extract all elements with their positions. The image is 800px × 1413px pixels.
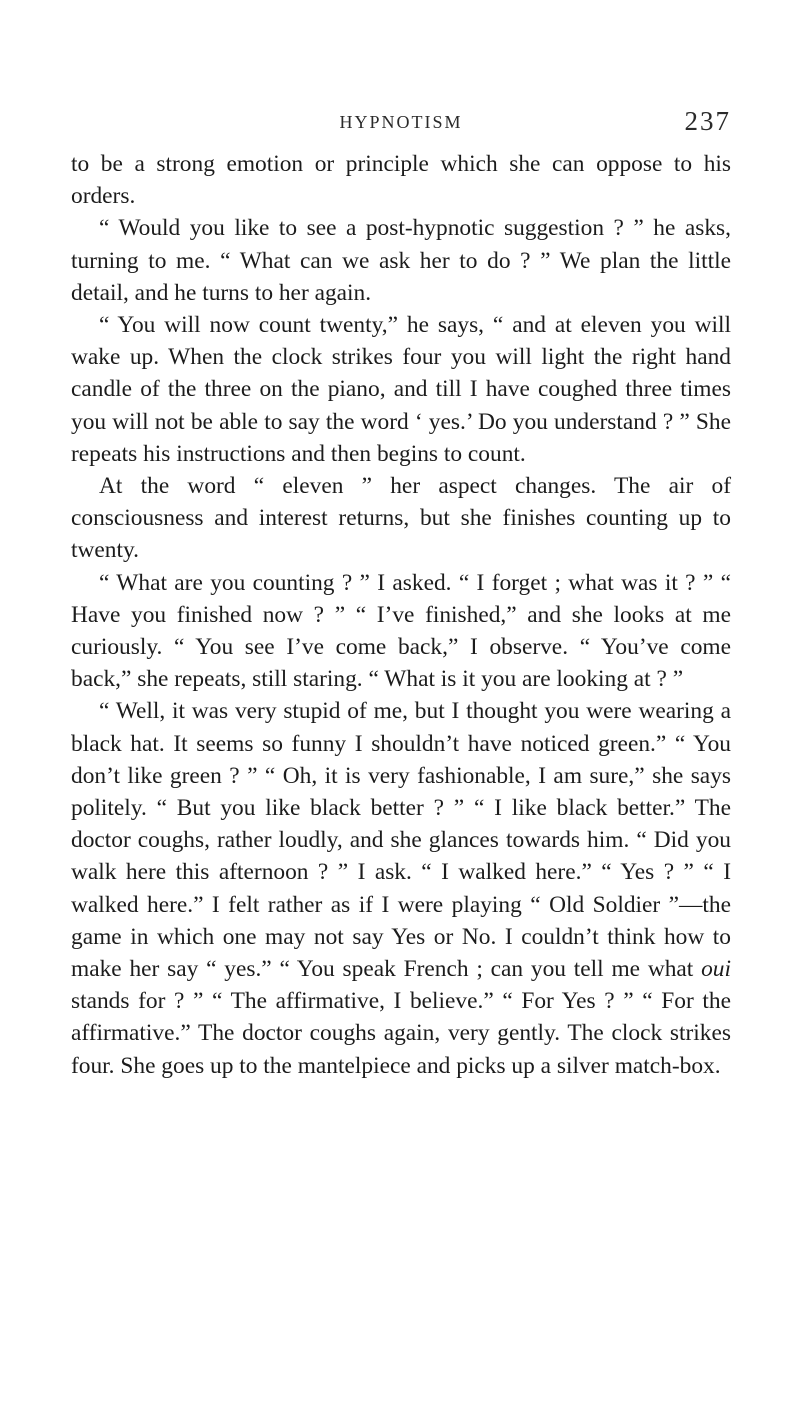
- text-run: “ Would you like to see a post-hypnotic suggestion ? ” he asks, turning to me. “ What can we ask her to do ? ” We plan the little detail, and he turns to her again.: [71, 215, 731, 306]
- book-page: [71, 106, 731, 1082]
- text-run: At the word “ eleven ” her aspect changes. The air of consciousness and interest returns, but she finishes counting up to twenty.: [71, 473, 731, 564]
- paragraph: [71, 309, 731, 470]
- italic-text: oui: [701, 956, 731, 983]
- running-head: [71, 106, 731, 148]
- text-run: stands for ? ” “ The affirmative, I believe.” “ For Yes ? ” “ For the affirmative.” The doctor coughs again, very gently. The clock strikes four. She goes up to the mantelpiece and picks up a silver match-box.: [71, 988, 731, 1079]
- paragraph: [71, 212, 731, 309]
- text-run: “ Well, it was very stupid of me, but I thought you were wearing a black hat. It seems so funny I shouldn’t have noticed green.” “ You don’t like green ? ” “ Oh, it is very fashionable, I am sure,” she says politely. “ But you like black better ? ” “ I like black better.” The doctor coughs, rather loudly, and she glances towards him. “ Did you walk here this afternoon ? ” I ask. “ I walked here.” “ Yes ? ” “ I walked here.” I felt rather as if I were playing “ Old Soldier ”—the game in which one may not say Yes or No. I couldn’t think how to make her say “ yes.” “ You speak French ; can you tell me what: [71, 698, 731, 983]
- page-number: 237: [684, 106, 731, 136]
- text-run: “ You will now count twenty,” he says, “ and at eleven you will wake up. When the clock strikes four you will light the right hand candle of the three on the piano, and till I have coughed three times you will not be able to say the word ‘ yes.’ Do you understand ? ” She repeats his instructions and then begins to count.: [71, 312, 731, 467]
- text-run: “ What are you counting ? ” I asked. “ I forget ; what was it ? ” “ Have you finished now ? ” “ I’ve finished,” and she looks at me curiously. “ You see I’ve come back,” I observe. “ You’ve come back,” she repeats, still staring. “ What is it you are looking at ? ”: [71, 569, 731, 693]
- running-title: HYPNOTISM: [339, 112, 463, 132]
- paragraph: [71, 567, 731, 696]
- paragraph: [71, 695, 731, 1081]
- text-run: to be a strong emotion or principle which she can oppose to his orders.: [71, 151, 731, 210]
- paragraph: [71, 148, 731, 212]
- paragraph: [71, 470, 731, 567]
- body-text: [71, 148, 731, 1082]
